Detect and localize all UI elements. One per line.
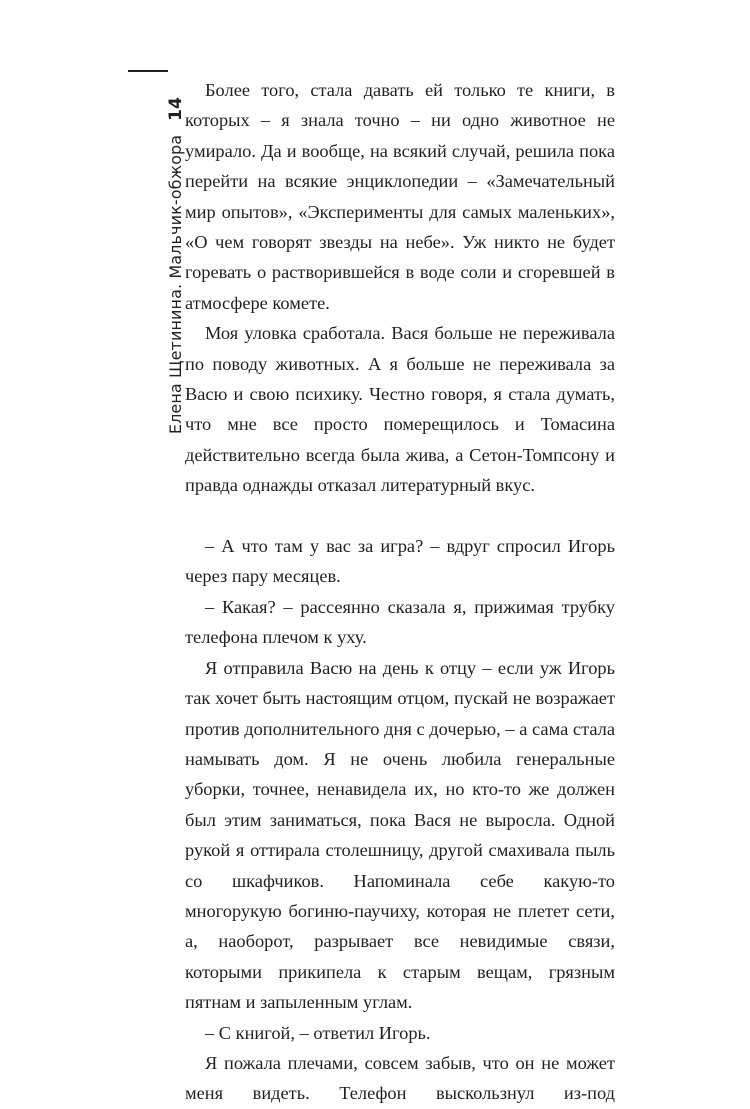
paragraph-1: Более того, стала давать ей только те книги, в которых – я знала точно – ни одно животное не умирало. Да и вообще, на всякий случай, решила пока перейти на всякие энциклопедии – «Замечательный мир опытов», «Эксперименты для самых маленьких», «О чем говорят звезды на небе». Уж никто не будет горевать о растворившейся в воде соли и сгоревшей в атмосфере комете. bbox=[185, 80, 615, 313]
section-break bbox=[185, 501, 615, 531]
paragraph-6: – С книгой, – ответил Игорь. bbox=[205, 1022, 431, 1043]
paragraph-4: – Какая? – рассеянно сказала я, прижимая трубку телефона плечом к уху. bbox=[185, 596, 615, 648]
paragraph-2: Моя уловка сработала. Вася больше не переживала по поводу животных. А я больше не переживала за Васю и свою психику. Честно говоря, я стала думать, что мне все просто померещилось и Томасина действительно всегда была жива, а Сетон-Томпсону и правда однажды отказал литературный вкус. bbox=[185, 323, 615, 496]
paragraph-5: Я отправила Васю на день к отцу – если уж Игорь так хочет быть настоящим отцом, пускай не возражает против дополнительного дня с дочерью, – а сама стала намывать дом. Я не очень любила генеральные уборки, точнее, ненавидела их, но кто-то же должен был этим заниматься, пока Вася не выросла. Одной рукой я оттирала столешницу, другой смахивала пыль со шкафчиков. Напоминала себе какую-то многорукую богиню-паучиху, которая не плетет сети, а, наоборот, разрывает все невидимые связи, которыми прикипела к старым вещам, грязным пятнам и запыленным углам. bbox=[185, 657, 615, 1013]
header-rule bbox=[128, 70, 168, 72]
running-title: Елена Щетинина. Мальчик-обжора bbox=[166, 134, 185, 435]
body-text bbox=[185, 75, 615, 1109]
paragraph-7: Я пожала плечами, совсем забыв, что он не может меня видеть. Телефон выскользнул из-под bbox=[185, 1052, 615, 1104]
paragraph-3: – А что там у вас за игра? – вдруг спросил Игорь через пару месяцев. bbox=[185, 536, 615, 587]
page-number: 14 bbox=[166, 97, 186, 121]
